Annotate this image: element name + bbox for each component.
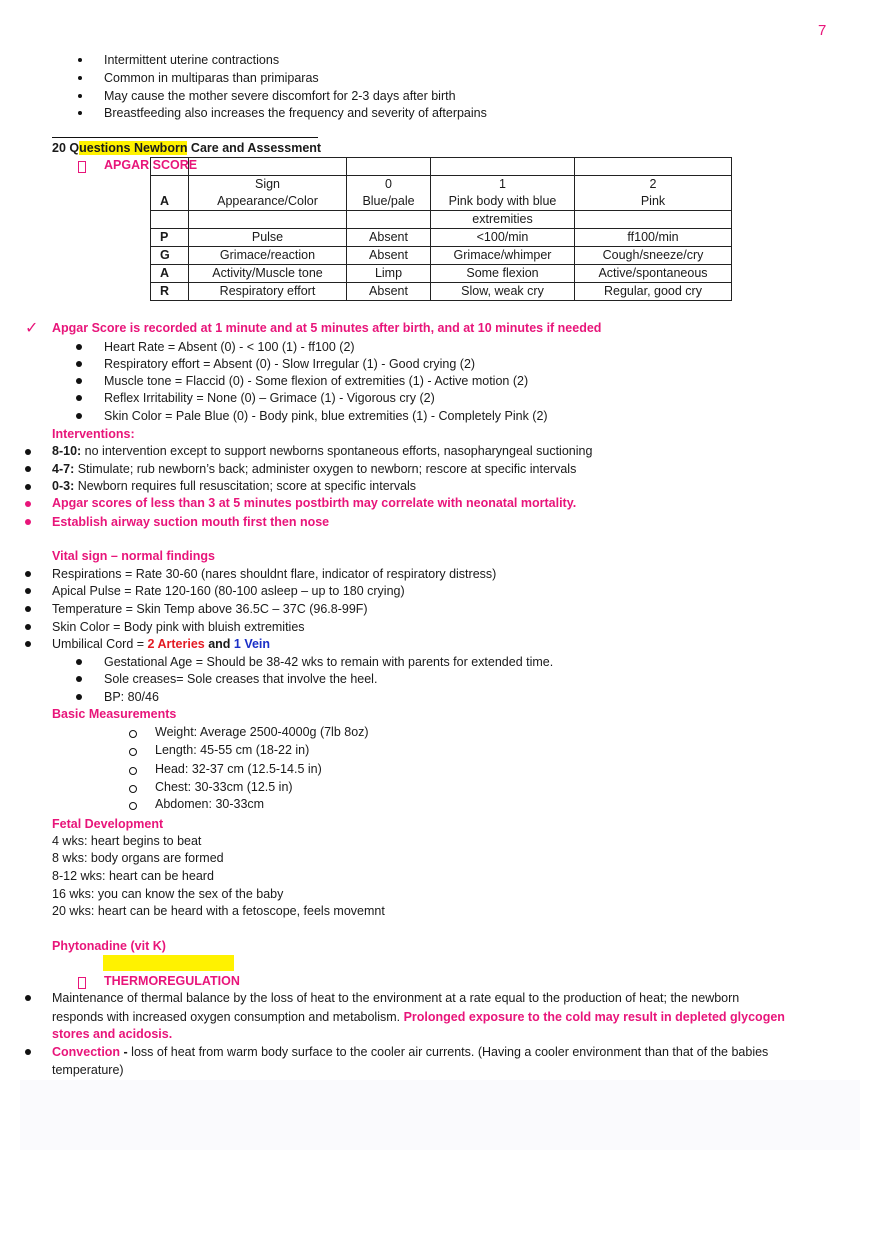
bullet-dot-icon (25, 484, 31, 490)
table-cell: Pink (575, 193, 732, 211)
table-cell: A (151, 265, 189, 283)
fetal-line: 4 wks: heart begins to beat (52, 834, 202, 848)
list-item: Reflex Irritability = None (0) – Grimace (1) - Vigorous cry (2) (104, 391, 435, 405)
list-item: Apical Pulse = Rate 120-160 (80-100 asleep – up to 180 crying) (52, 584, 405, 598)
fetal-line: 20 wks: heart can be heard with a fetoscope, feels movemnt (52, 904, 385, 918)
circle-bullet-icon (129, 767, 137, 775)
bullet-dot-icon (25, 519, 31, 525)
cord-arteries: 2 Arteries (147, 637, 205, 651)
bullet-dot-icon (25, 571, 31, 577)
section-heading (52, 140, 321, 157)
bullet-dot-icon (76, 361, 82, 367)
table-cell: <100/min (431, 229, 575, 247)
list-item: Intermittent uterine contractions (104, 53, 280, 67)
table-cell: extremities (431, 211, 575, 229)
interventions-heading: Interventions: (52, 427, 135, 441)
item-label: 4-7: (52, 462, 75, 476)
table-cell: Some flexion (431, 265, 575, 283)
list-item: Breastfeeding also increases the frequency and severity of afterpains (104, 106, 487, 120)
list-item: Respirations = Rate 30-60 (nares shouldnt flare, indicator of respiratory distress) (52, 567, 497, 581)
convection-dash: - (120, 1045, 132, 1059)
bullet-dot-icon (76, 395, 82, 401)
table-cell: Grimace/whimper (431, 247, 575, 265)
paragraph-line (52, 1009, 785, 1026)
fetal-line: 16 wks: you can know the sex of the baby (52, 887, 284, 901)
table-row (151, 265, 732, 283)
page-shade (20, 1080, 860, 1150)
bullet-dot-icon (25, 624, 31, 630)
list-item: Sole creases= Sole creases that involve the heel. (104, 672, 378, 686)
heading-highlight: uestions Newborn (79, 141, 188, 155)
bullet-dot-icon (76, 676, 82, 682)
bullet-dot-icon (25, 1049, 31, 1055)
bullet-dot-icon (25, 641, 31, 647)
table-row (151, 158, 732, 176)
convection-label: Convection (52, 1045, 121, 1059)
list-item: Skin Color = Body pink with bluish extremities (52, 620, 305, 634)
list-item: Abdomen: 30-33cm (155, 797, 265, 811)
paragraph-line (52, 1044, 768, 1061)
table-cell: Regular, good cry (575, 283, 732, 301)
warning-item: Apgar scores of less than 3 at 5 minutes postbirth may correlate with neonatal mortality. (52, 496, 577, 510)
bullet-dot-icon (25, 606, 31, 612)
table-row (151, 247, 732, 265)
table-cell: ff100/min (575, 229, 732, 247)
table-row (151, 176, 732, 194)
list-item: Gestational Age = Should be 38-42 wks to remain with parents for extended time. (104, 655, 554, 669)
list-item (52, 461, 576, 478)
bullet-dot-icon (78, 111, 82, 115)
paragraph-line: Maintenance of thermal balance by the loss of heat to the environment at a rate equal to the production of heat; the newborn (52, 991, 740, 1005)
paragraph-text: responds with increased oxygen consumption and metabolism. (52, 1010, 404, 1024)
bullet-dot-icon (76, 413, 82, 419)
circle-bullet-icon (129, 802, 137, 810)
circle-bullet-icon (129, 748, 137, 756)
bullet-dot-icon (76, 344, 82, 350)
circle-bullet-icon (129, 730, 137, 738)
bullet-dot-icon (78, 94, 82, 98)
bullet-dot-icon (76, 659, 82, 665)
item-label: 8-10: (52, 444, 82, 458)
bullet-dot-icon (25, 995, 31, 1001)
warning-item: Establish airway suction mouth first then nose (52, 515, 330, 529)
table-cell: Cough/sneeze/cry (575, 247, 732, 265)
cord-and: and (204, 637, 234, 651)
table-cell: Slow, weak cry (431, 283, 575, 301)
bullet-dot-icon (25, 588, 31, 594)
measurements-heading: Basic Measurements (52, 707, 177, 721)
table-cell: Blue/pale (347, 193, 431, 211)
apgar-table (150, 157, 732, 301)
table-row (151, 211, 732, 229)
list-item (52, 443, 592, 460)
fetal-heading: Fetal Development (52, 817, 164, 831)
umbilical-cord-item (52, 636, 270, 653)
bullet-dot-icon (78, 76, 82, 80)
item-text: no intervention except to support newborns spontaneous efforts, nasopharyngeal suctioning (81, 444, 593, 458)
table-cell: P (151, 229, 189, 247)
list-item: BP: 80/46 (104, 690, 159, 704)
table-cell: Pink body with blue (431, 193, 575, 211)
table-cell: Active/spontaneous (575, 265, 732, 283)
item-text: Newborn requires full resuscitation; score at specific intervals (74, 479, 417, 493)
table-cell: A (151, 193, 189, 211)
list-item: Muscle tone = Flaccid (0) - Some flexion of extremities (1) - Active motion (2) (104, 374, 529, 388)
list-item: Respiratory effort = Absent (0) - Slow Irregular (1) - Good crying (2) (104, 357, 476, 371)
table-row (151, 283, 732, 301)
table-cell: Respiratory effort (189, 283, 347, 301)
list-item: Head: 32-37 cm (12.5-14.5 in) (155, 762, 322, 776)
table-cell: Limp (347, 265, 431, 283)
table-cell: Pulse (189, 229, 347, 247)
circle-bullet-icon (129, 785, 137, 793)
table-cell: G (151, 247, 189, 265)
table-cell: Grimace/reaction (189, 247, 347, 265)
list-item: Skin Color = Pale Blue (0) - Body pink, blue extremities (1) - Completely Pink (2) (104, 409, 548, 423)
apgar-heading: APGAR SCORE (104, 158, 198, 172)
symbol-box-icon (78, 161, 86, 173)
checkmark-icon: ✓ (25, 320, 39, 337)
symbol-box-icon (78, 977, 86, 989)
vitamin-k-heading: Phytonadine (vit K) (52, 939, 166, 953)
table-cell: R (151, 283, 189, 301)
convection-text: loss of heat from warm body surface to the cooler air currents. (Having a cooler environment than that of the babies (131, 1045, 769, 1059)
heading-suffix: Care and Assessment (187, 141, 322, 155)
table-cell: Absent (347, 229, 431, 247)
bullet-dot-icon (25, 501, 31, 507)
bullet-dot-icon (76, 378, 82, 384)
apgar-note: Apgar Score is recorded at 1 minute and at 5 minutes after birth, and at 10 minutes if needed (52, 321, 602, 335)
bullet-dot-icon (76, 694, 82, 700)
paragraph-emphasis: stores and acidosis. (52, 1027, 173, 1041)
thermoregulation-heading: THERMOREGULATION (104, 974, 240, 988)
list-item: May cause the mother severe discomfort for 2-3 days after birth (104, 89, 456, 103)
bullet-dot-icon (25, 449, 31, 455)
table-cell: 0 (347, 176, 431, 194)
fetal-line: 8-12 wks: heart can be heard (52, 869, 214, 883)
paragraph-emphasis: Prolonged exposure to the cold may result in depleted glycogen (403, 1010, 785, 1024)
list-item: Common in multiparas than primiparas (104, 71, 319, 85)
list-item: Weight: Average 2500-4000g (7lb 8oz) (155, 725, 369, 739)
fetal-line: 8 wks: body organs are formed (52, 851, 224, 865)
table-cell: 2 (575, 176, 732, 194)
page-number: 7 (818, 22, 827, 39)
list-item: Heart Rate = Absent (0) - < 100 (1) - ff100 (2) (104, 340, 355, 354)
section-divider (52, 137, 318, 138)
table-cell: 1 (431, 176, 575, 194)
table-row (151, 229, 732, 247)
bullet-dot-icon (25, 466, 31, 472)
list-item (52, 478, 416, 495)
table-cell: Absent (347, 247, 431, 265)
heading-prefix: 20 Q (52, 141, 80, 155)
paragraph-line: temperature) (52, 1063, 124, 1077)
highlight-block (103, 955, 234, 971)
list-item: Chest: 30-33cm (12.5 in) (155, 780, 293, 794)
cord-prefix: Umbilical Cord = (52, 637, 148, 651)
table-cell: Sign (189, 176, 347, 194)
list-item: Length: 45-55 cm (18-22 in) (155, 743, 310, 757)
vital-signs-heading: Vital sign – normal findings (52, 549, 215, 563)
table-cell: Activity/Muscle tone (189, 265, 347, 283)
table-cell: Appearance/Color (189, 193, 347, 211)
table-row (151, 193, 732, 211)
cord-vein: 1 Vein (233, 637, 271, 651)
table-cell: Absent (347, 283, 431, 301)
item-text: Stimulate; rub newborn’s back; administer oxygen to newborn; rescore at specific intervals (74, 462, 577, 476)
item-label: 0-3: (52, 479, 75, 493)
table-cell (151, 176, 189, 194)
list-item: Temperature = Skin Temp above 36.5C – 37C (96.8-99F) (52, 602, 368, 616)
bullet-dot-icon (78, 58, 82, 62)
